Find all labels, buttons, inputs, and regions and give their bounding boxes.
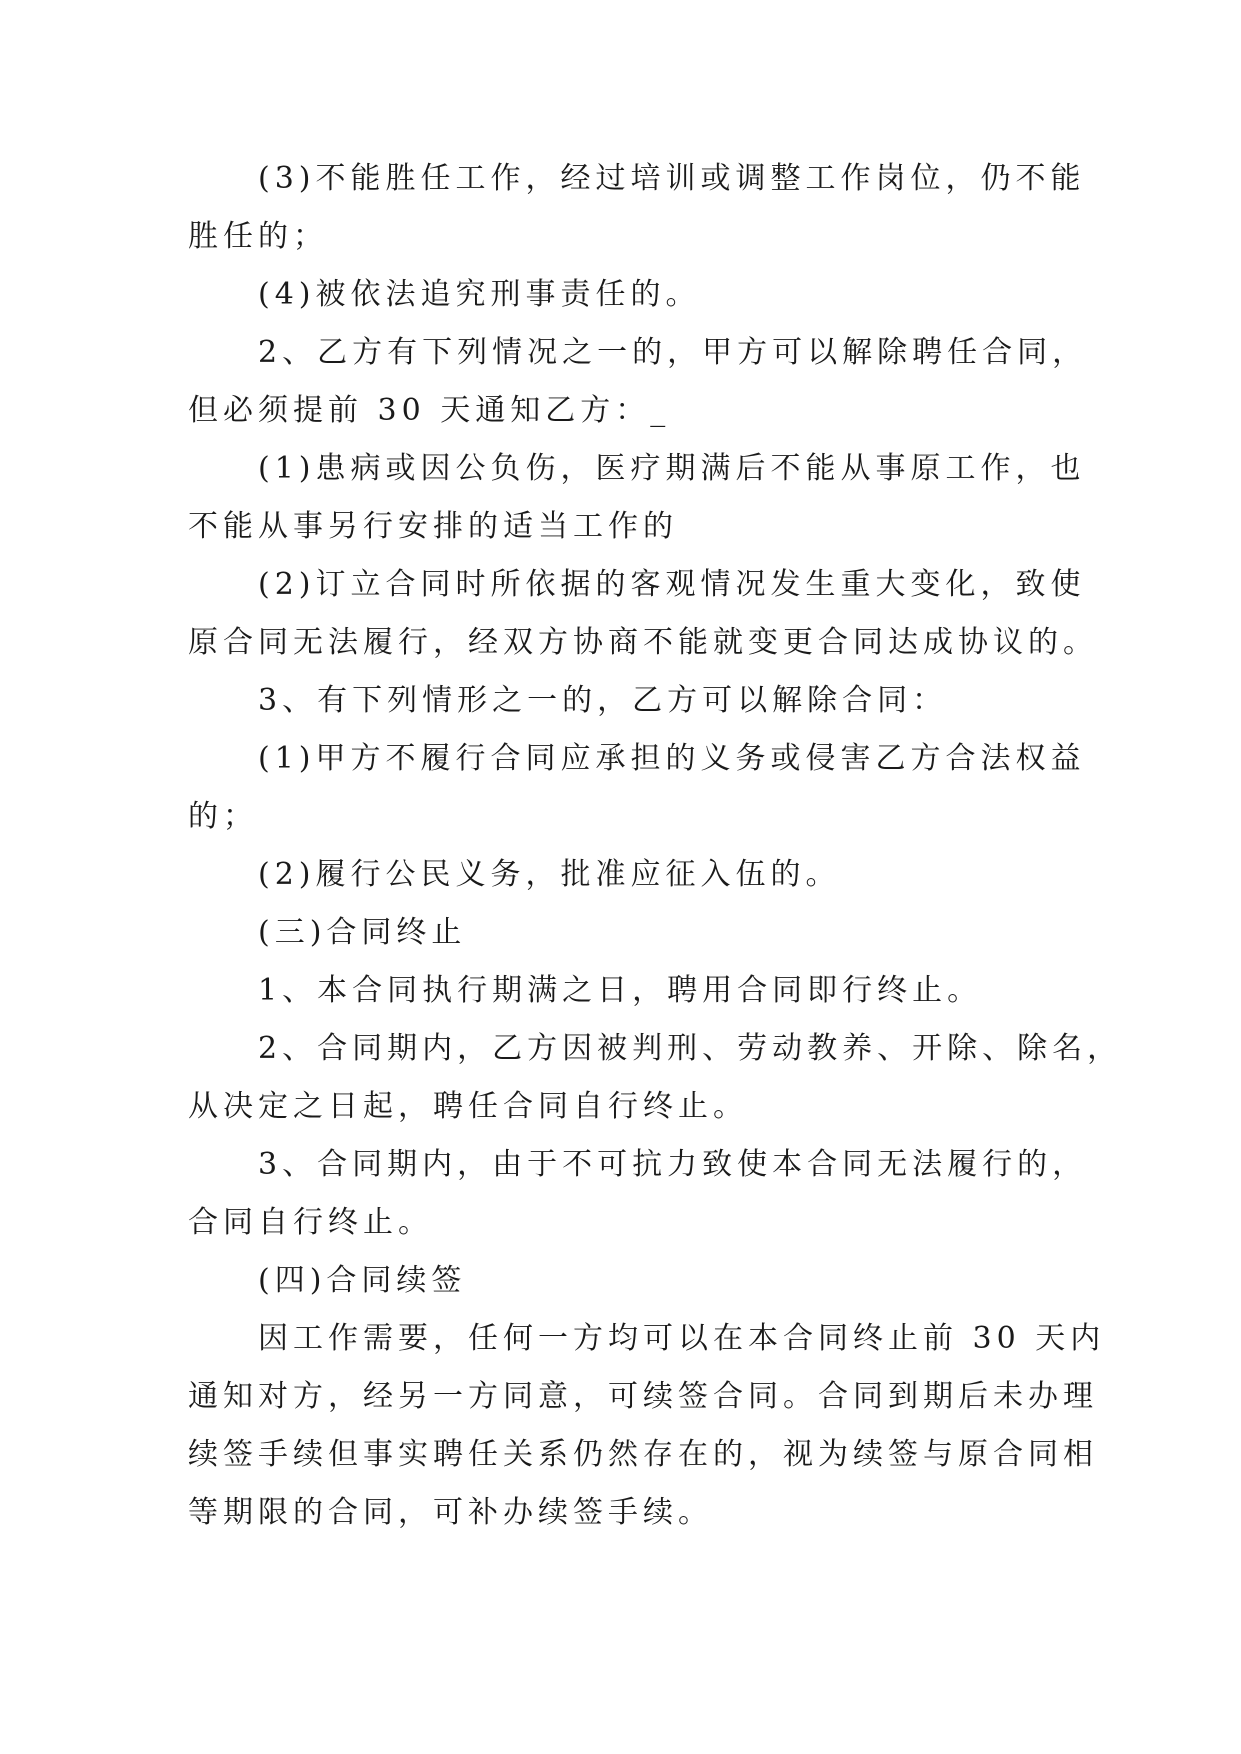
text-line: 2、乙方有下列情况之一的，甲方可以解除聘任合同，	[258, 335, 1088, 370]
text-line: 从决定之日起，聘任合同自行终止。	[188, 1089, 748, 1124]
text-line: (4)被依法追究刑事责任的。	[258, 277, 701, 312]
section-heading: (三)合同终止	[258, 915, 467, 950]
text-line: 的；	[188, 799, 258, 834]
text-line: 2、合同期内，乙方因被判刑、劳动教养、开除、除名，	[258, 1031, 1123, 1066]
text-line: 但必须提前 30 天通知乙方：_	[188, 393, 671, 428]
section-heading: (四)合同续签	[258, 1263, 467, 1298]
text-line: (1)甲方不履行合同应承担的义务或侵害乙方合法权益	[258, 741, 1086, 776]
text-line: 通知对方，经另一方同意，可续签合同。合同到期后未办理	[188, 1379, 1098, 1414]
text-line: 等期限的合同，可补办续签手续。	[188, 1495, 713, 1530]
text-line: 3、有下列情形之一的，乙方可以解除合同：	[258, 683, 948, 718]
text-line: 合同自行终止。	[188, 1205, 433, 1240]
text-line: (3)不能胜任工作，经过培训或调整工作岗位，仍不能	[258, 161, 1086, 196]
document-body	[188, 150, 1123, 1542]
text-line: (2)履行公民义务，批准应征入伍的。	[258, 857, 841, 892]
text-line: 胜任的；	[188, 219, 328, 254]
text-line: (1)患病或因公负伤，医疗期满后不能从事原工作，也	[258, 451, 1086, 486]
text-line: 不能从事另行安排的适当工作的	[188, 509, 678, 544]
text-line: 3、合同期内，由于不可抗力致使本合同无法履行的，	[258, 1147, 1088, 1182]
text-line: 因工作需要，任何一方均可以在本合同终止前 30 天内	[258, 1321, 1106, 1356]
text-line: 原合同无法履行，经双方协商不能就变更合同达成协议的。	[188, 625, 1098, 660]
text-line: 续签手续但事实聘任关系仍然存在的，视为续签与原合同相	[188, 1437, 1098, 1472]
text-line: 1、本合同执行期满之日，聘用合同即行终止。	[258, 973, 983, 1008]
text-line: (2)订立合同时所依据的客观情况发生重大变化，致使	[258, 567, 1086, 602]
